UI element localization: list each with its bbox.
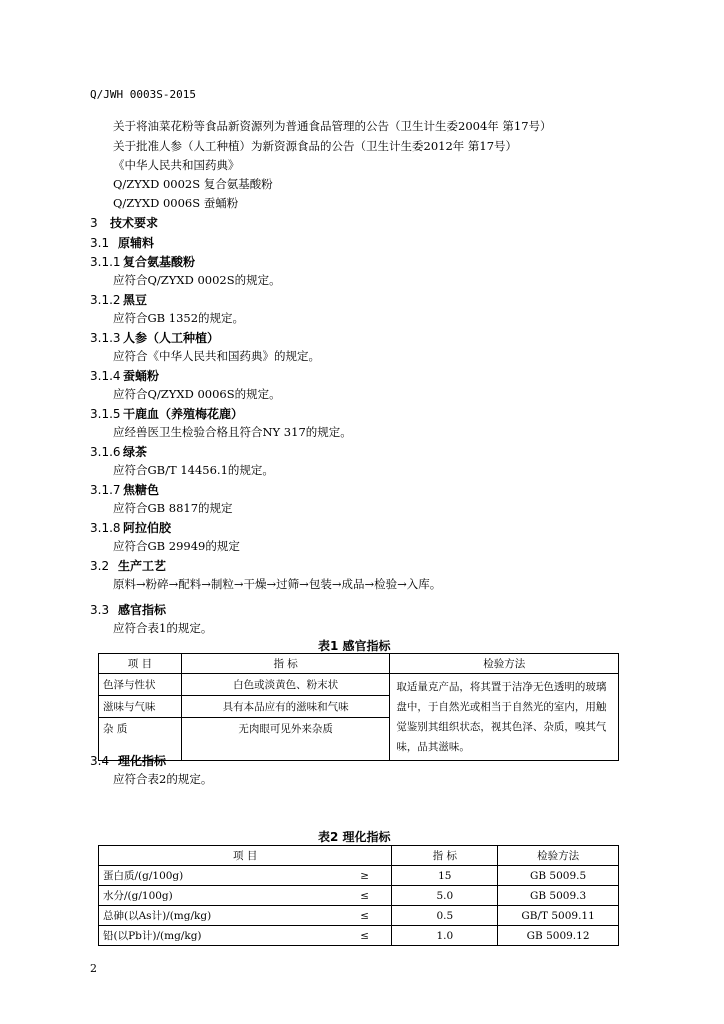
table-cell: GB 5009.12 — [498, 926, 619, 946]
table-cell: 1.0 — [392, 926, 498, 946]
table-cell: 杂 质 — [99, 717, 182, 761]
section-heading: 3.1.1 复合氨基酸粉 — [90, 255, 196, 269]
section-heading: 3.1.3 人参（人工种植） — [90, 331, 220, 345]
reference-item: 关于批准人参（人工种植）为新资源食品的公告（卫生计生委2012年 第17号） — [113, 139, 518, 153]
table-header-cell: 项 目 — [99, 654, 182, 674]
section-heading: 3.1.6 绿茶 — [90, 445, 148, 459]
table-cell: 滋味与气味 — [99, 695, 182, 717]
table-cell: 0.5 — [392, 906, 498, 926]
reference-item: 关于将油菜花粉等食品新资源列为普通食品管理的公告（卫生计生委2004年 第17号） — [113, 119, 552, 133]
table-caption: 表1 感官指标 — [318, 639, 391, 653]
table-header-cell: 指 标 — [392, 846, 498, 866]
table-header-cell: 检验方法 — [498, 846, 619, 866]
paragraph: 应符合GB 29949的规定 — [113, 539, 240, 553]
reference-item: 《中华人民共和国药典》 — [113, 158, 240, 172]
paragraph: 应符合Q/ZYXD 0006S的规定。 — [113, 387, 281, 401]
section-heading: 3.1.2 黑豆 — [90, 293, 148, 307]
table-cell: 无肉眼可见外来杂质 — [181, 717, 390, 761]
table-header-row — [99, 846, 619, 866]
section-heading: 3.3 感官指标 — [90, 603, 167, 617]
section-heading: 3.1.7 焦糖色 — [90, 483, 160, 497]
paragraph: 应符合GB 8817的规定 — [113, 501, 233, 515]
table-cell: ≥ — [338, 866, 392, 886]
table-row — [99, 926, 619, 946]
document-code: Q/JWH 0003S-2015 — [90, 88, 196, 101]
table-header-row — [99, 654, 619, 674]
table-cell: 色泽与性状 — [99, 674, 182, 696]
section-heading: 3.1.8 阿拉伯胶 — [90, 521, 172, 535]
paragraph: 原料→粉碎→配料→制粒→干燥→过筛→包装→成品→检验→入库。 — [113, 577, 442, 591]
table-header-cell: 指 标 — [181, 654, 390, 674]
table-cell: 15 — [392, 866, 498, 886]
paragraph: 应符合表1的规定。 — [113, 621, 213, 635]
paragraph: 应符合Q/ZYXD 0002S的规定。 — [113, 273, 281, 287]
table-cell: 5.0 — [392, 886, 498, 906]
physicochemical-table — [98, 845, 619, 946]
table-caption: 表2 理化指标 — [318, 830, 391, 844]
table-cell: GB 5009.5 — [498, 866, 619, 886]
section-heading: 3 技术要求 — [90, 216, 159, 230]
table-row — [99, 866, 619, 886]
table-cell: 铅(以Pb计)/(mg/kg) — [99, 926, 339, 946]
table-header-cell: 项 目 — [99, 846, 392, 866]
table-cell: 具有本品应有的滋味和气味 — [181, 695, 390, 717]
table-row — [99, 906, 619, 926]
page-number: 2 — [90, 962, 97, 975]
table-cell: ≤ — [338, 926, 392, 946]
table-cell: 白色或淡黄色、粉末状 — [181, 674, 390, 696]
section-heading: 3.1.4 蚕蛹粉 — [90, 369, 160, 383]
section-heading: 3.1.5 干鹿血（养殖梅花鹿） — [90, 407, 244, 421]
table-cell: ≤ — [338, 906, 392, 926]
table-cell: ≤ — [338, 886, 392, 906]
sensory-table — [98, 653, 619, 761]
table-cell: GB 5009.3 — [498, 886, 619, 906]
reference-item: Q/ZYXD 0002S 复合氨基酸粉 — [113, 177, 273, 191]
table-cell: 蛋白质/(g/100g) — [99, 866, 339, 886]
paragraph: 应符合GB 1352的规定。 — [113, 311, 245, 325]
section-heading: 3.2 生产工艺 — [90, 559, 167, 573]
reference-item: Q/ZYXD 0006S 蚕蛹粉 — [113, 196, 239, 210]
section-heading: 3.1 原辅料 — [90, 236, 155, 250]
paragraph: 应符合GB/T 14456.1的规定。 — [113, 463, 274, 477]
table-header-cell: 检验方法 — [390, 654, 619, 674]
test-method-cell: 取适量克产品，将其置于洁净无色透明的玻璃盘中，于自然光或相当于自然光的室内，用触觉鉴别其组织状态，视其色泽、杂质，嗅其气味，品其滋味。 — [390, 674, 619, 761]
table-cell: 水分/(g/100g) — [99, 886, 339, 906]
section-heading: 3.4 理化指标 — [90, 754, 167, 768]
table-cell: GB/T 5009.11 — [498, 906, 619, 926]
table-row — [99, 674, 619, 696]
table-cell: 总砷(以As计)/(mg/kg) — [99, 906, 339, 926]
paragraph: 应经兽医卫生检验合格且符合NY 317的规定。 — [113, 425, 352, 439]
table-row — [99, 886, 619, 906]
paragraph: 应符合《中华人民共和国药典》的规定。 — [113, 349, 320, 363]
paragraph: 应符合表2的规定。 — [113, 772, 213, 786]
